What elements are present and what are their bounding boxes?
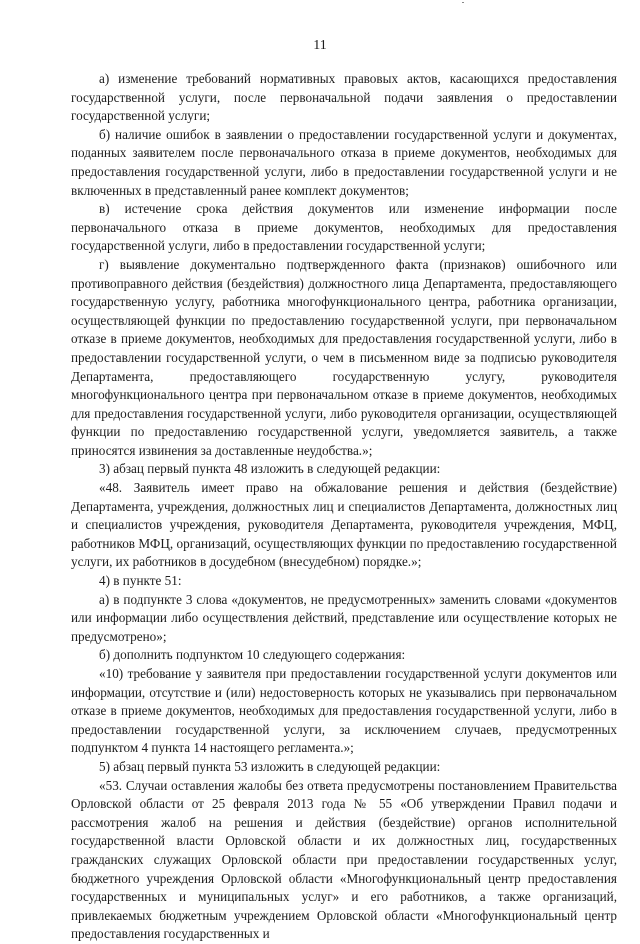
paragraph-amendment-g: г) выявление документально подтвержденного факта (признаков) ошибочного или противоправного действия (бездействия) должностного лица Департамента, предоставляющего государственную услугу, работника многофункционального центра, работника организации, осуществляющей функции по предоставлению государственной услуги, при первоначальном отказе в приеме документов, необходимых для предоставления государственной услуги, либо в предоставлении государственной услуги, о чем в письменном виде за подписью руководителя Департамента, предоставляющего государственную услугу, руководителя многофункционального центра при первоначальном отказе в приеме документов, необходимых для предоставления государственной услуги, либо руководителя организации, осуществляющей функции по предоставлению государственной услуги, уведомляется заявитель, а также приносятся извинения за доставленные неудобства.»; <box>71 256 617 458</box>
paragraph-clause-53: «53. Случаи оставления жалобы без ответа предусмотрены постановлением Правительства Орловской области от 25 февраля 2013 года № 55 «Об утверждении Правил подачи и рассмотрения жалоб на решения и действия (бездействие) органов исполнительной государственной власти Орловской области и их должностных лиц, государственных гражданских служащих Орловской области при предоставлении государственных услуг, бюджетного учреждения Орловской области «Многофункциональный центр предоставления государственных и муниципальных услуг» и его работников, а также организаций, привлекаемых бюджетным учреждением Орловской области «Многофункциональный центр предоставления государственных и <box>71 777 617 942</box>
paragraph-amendment-a: а) изменение требований нормативных правовых актов, касающихся предоставления государственной услуги, после первоначальной подачи заявления о предоставлении государственной услуги; <box>71 71 617 124</box>
paragraph-item-5: 5) абзац первый пункта 53 изложить в следующей редакции: <box>99 758 441 774</box>
paragraph-item-4: 4) в пункте 51: <box>99 573 182 589</box>
page-number: 11 <box>313 38 327 53</box>
scan-speck <box>462 2 464 3</box>
document-body <box>71 70 617 944</box>
paragraph-amendment-b: б) наличие ошибок в заявлении о предоставлении государственной услуги и документах, поданных заявителем после первоначального отказа в приеме документов, необходимых для предоставления государственной услуги, либо в предоставлении государственной услуги и не включенных в представленный ранее комплект документов; <box>71 126 617 198</box>
paragraph-amendment-v: в) истечение срока действия документов или изменение информации после первоначального отказа в приеме документов, необходимых для предоставления государственной услуги, либо в предоставлении государственной услуги; <box>71 201 617 254</box>
paragraph-subitem-b: б) дополнить подпунктом 10 следующего содержания: <box>99 647 406 663</box>
paragraph-subitem-a: а) в подпункте 3 слова «документов, не предусмотренных» заменить словами «документов или информации либо осуществления действий, представление или осуществление которых не предусмотрено»; <box>71 591 617 644</box>
paragraph-clause-48: «48. Заявитель имеет право на обжалование решения и действия (бездействие) Департамента, учреждения, должностных лиц и специалистов Департамента, должностных лиц и специалистов учреждения, руководителя Департамента, руководителя учреждения, МФЦ, работников МФЦ, организаций, осуществляющих функции по предоставлению государственной услуги, их работников в досудебном (внесудебном) порядке.»; <box>71 480 617 570</box>
paragraph-item-3: 3) абзац первый пункта 48 изложить в следующей редакции: <box>99 461 441 477</box>
paragraph-subclause-10: «10) требование у заявителя при предоставлении государственной услуги документов или информации, отсутствие и (или) недостоверность которых не указывались при первоначальном отказе в приеме документов, необходимых для предоставления государственной услуги, либо в предоставлении государственной услуги, за исключением случаев, предусмотренных подпунктом 4 пункта 14 настоящего регламента.»; <box>71 666 617 756</box>
